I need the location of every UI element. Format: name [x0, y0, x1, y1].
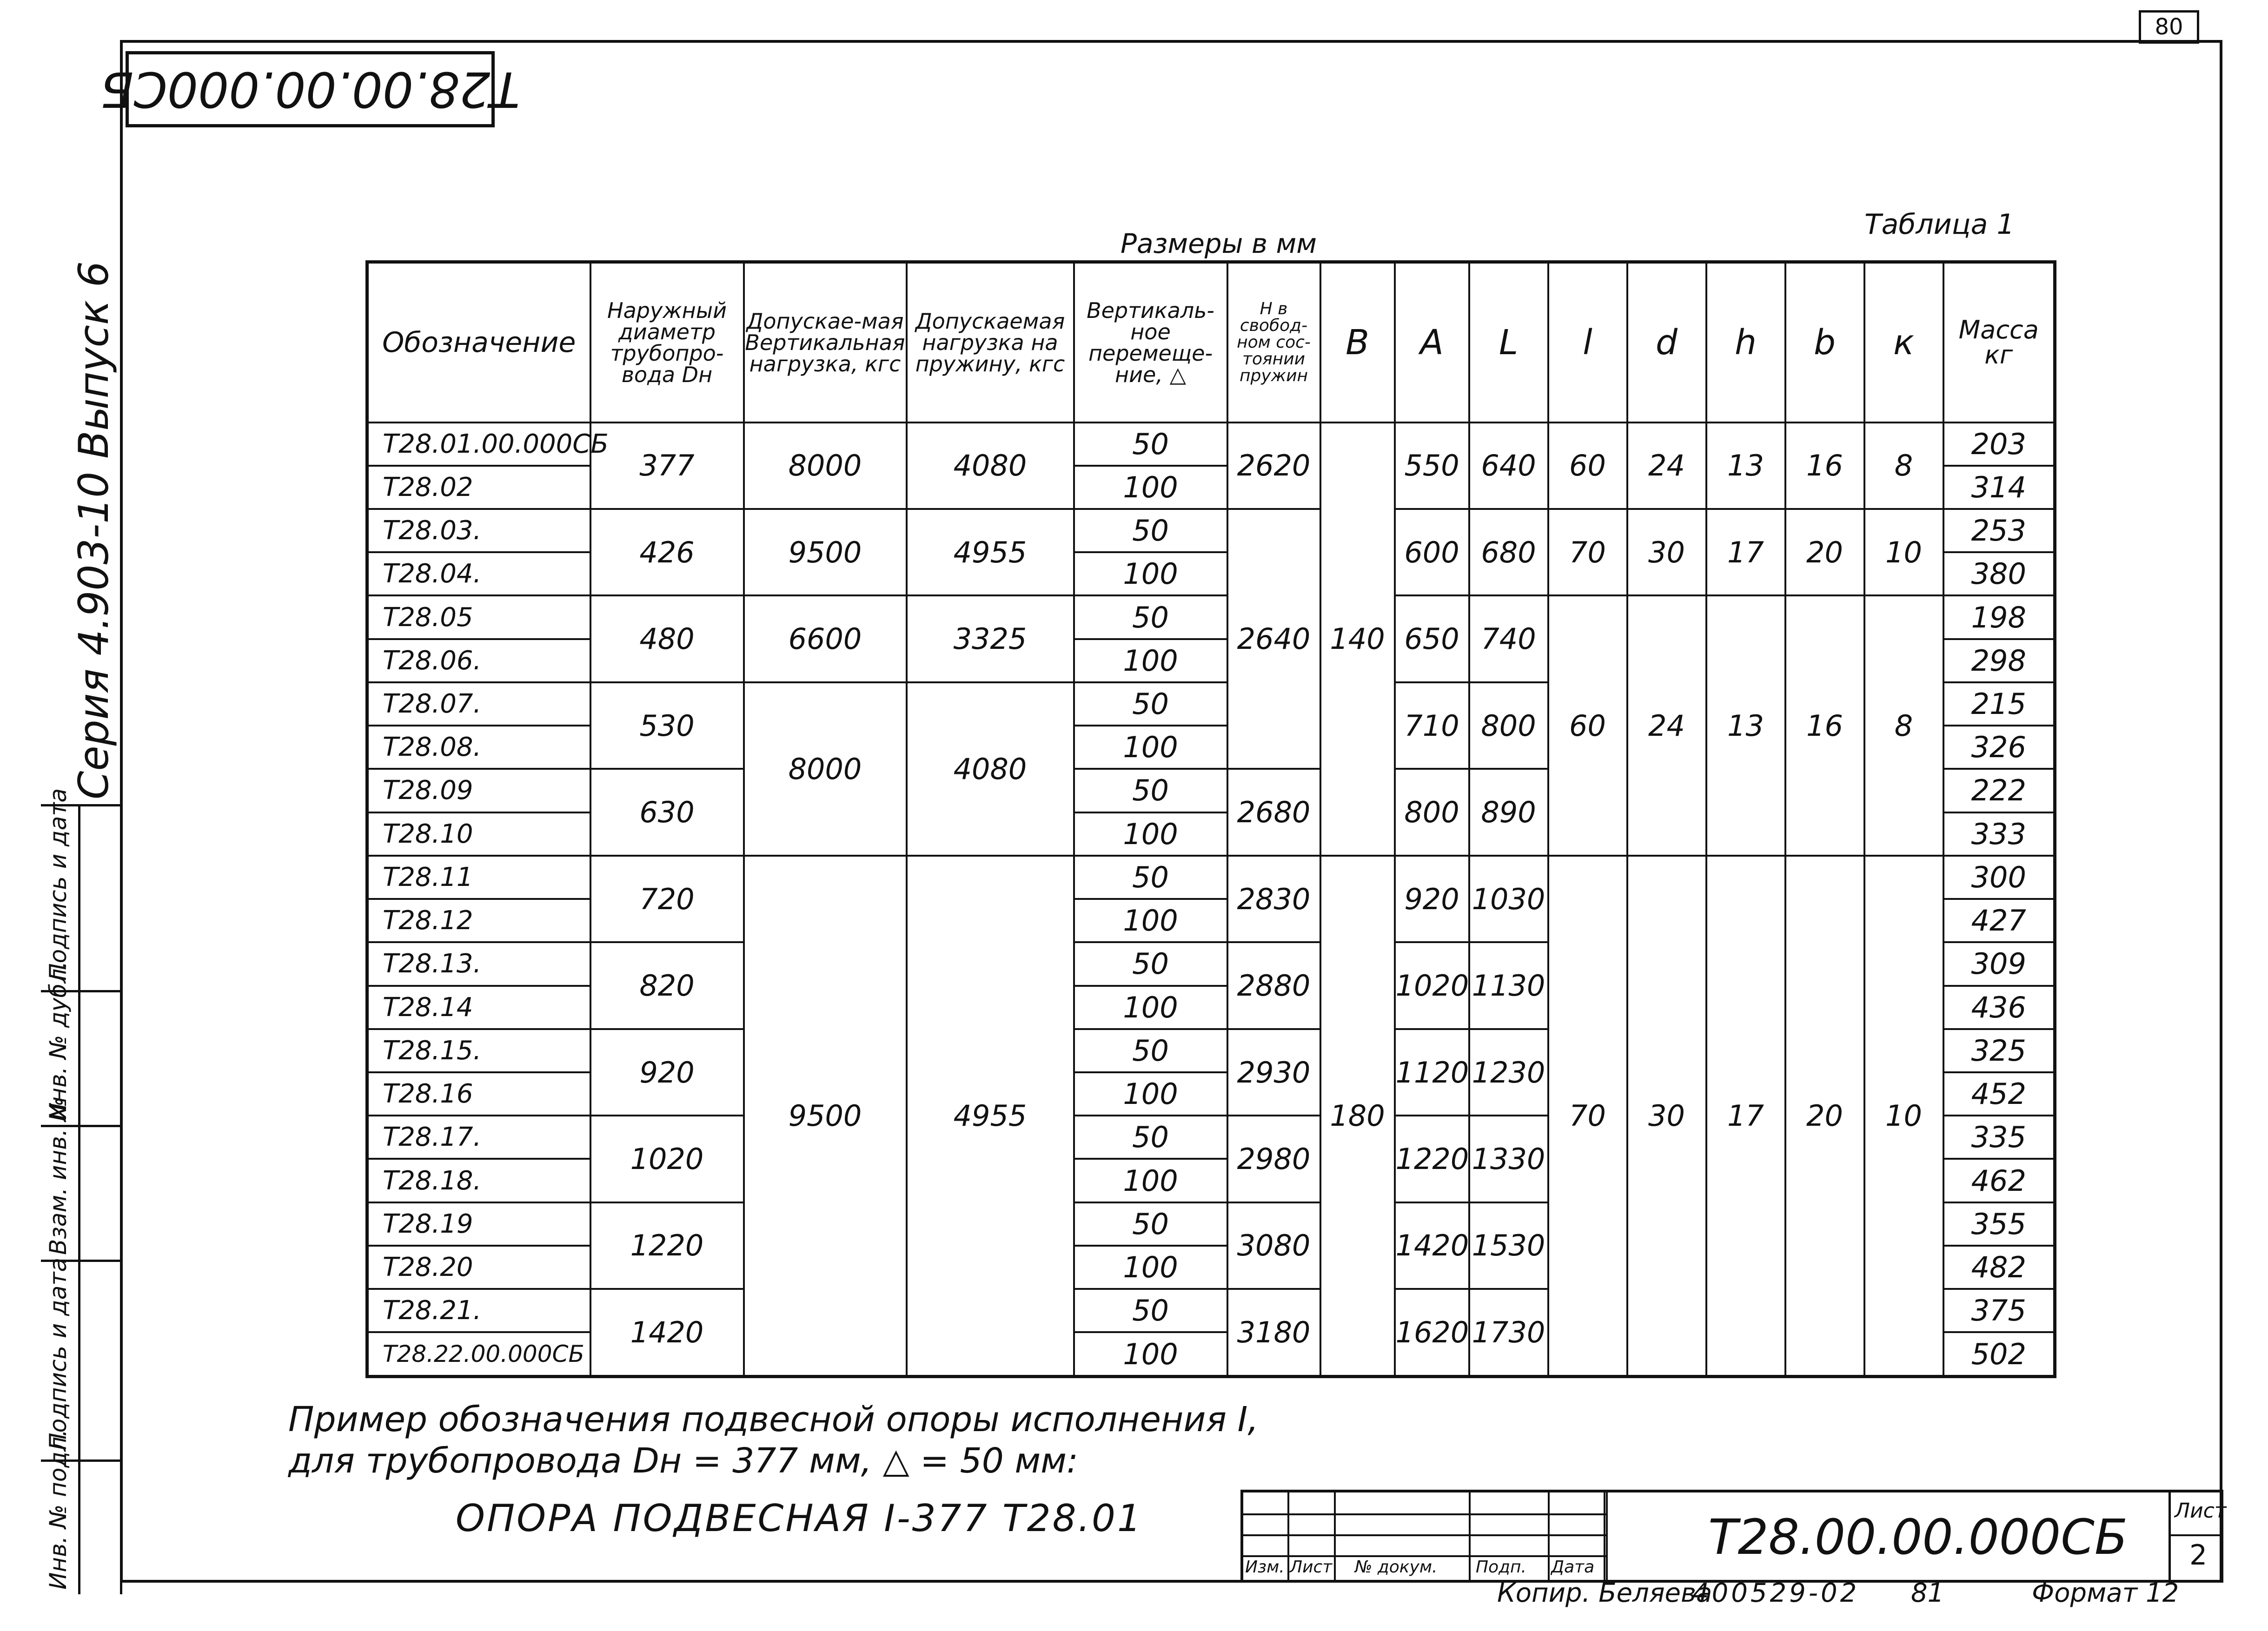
cell-designation: Т28.18.: [367, 1159, 590, 1202]
cell-L: 1530: [1469, 1202, 1548, 1289]
side-label-sign-date-1: Подпись и дата: [45, 788, 72, 981]
cell-dn: 1420: [590, 1289, 744, 1376]
th-mass: Масса кг: [1943, 262, 2055, 423]
cell-b: 16: [1785, 595, 1864, 855]
side-label-sign-date-2: Подпись и дата: [45, 1257, 72, 1450]
cell-travel: 100: [1074, 986, 1227, 1029]
cell-designation: Т28.03.: [367, 509, 590, 552]
cell-L: 1330: [1469, 1116, 1548, 1202]
example-line-1: Пример обозначения подвесной опоры исполнения I,: [288, 1400, 1259, 1440]
table-row: [367, 509, 2055, 552]
tb-vline: [1606, 1492, 1608, 1580]
cell-dn: 530: [590, 682, 744, 769]
cell-l: 70: [1548, 856, 1627, 1377]
cell-H: 3180: [1227, 1289, 1320, 1376]
cell-A: 710: [1395, 682, 1469, 769]
th-d: d: [1627, 262, 1706, 423]
cell-h: 13: [1706, 423, 1785, 509]
document-code: Т28.00.00.000СБ: [1708, 1509, 2128, 1565]
cell-dn: 630: [590, 769, 744, 855]
cell-A: 650: [1395, 595, 1469, 682]
cell-vload: 8000: [744, 682, 907, 856]
cell-mass: 502: [1943, 1332, 2055, 1376]
tb-hline: [1243, 1513, 1606, 1515]
cell-l: 60: [1548, 423, 1627, 509]
table-header-row: [367, 262, 2055, 423]
cell-H: 2930: [1227, 1029, 1320, 1116]
cell-A: 1220: [1395, 1116, 1469, 1202]
cell-L: 890: [1469, 769, 1548, 855]
tb-label-list: Лист: [1290, 1558, 1333, 1577]
cell-mass: 462: [1943, 1159, 2055, 1202]
cell-A: 1120: [1395, 1029, 1469, 1116]
cell-travel: 50: [1074, 423, 1227, 466]
cell-designation: Т28.09: [367, 769, 590, 812]
cell-travel: 50: [1074, 1289, 1227, 1332]
th-vertical-travel: Вертикаль-ное перемеще-ние, △: [1074, 262, 1227, 423]
cell-H: 2620: [1227, 423, 1320, 509]
tb-label-doc: № докум.: [1355, 1558, 1438, 1577]
tb-hline: [1243, 1555, 1606, 1557]
cell-b: 16: [1785, 423, 1864, 509]
cell-designation: Т28.07.: [367, 682, 590, 726]
cell-h: 13: [1706, 595, 1785, 855]
cell-sload: 3325: [907, 595, 1074, 682]
cell-H: 2880: [1227, 942, 1320, 1029]
cell-travel: 50: [1074, 856, 1227, 899]
cell-L: 1030: [1469, 856, 1548, 942]
cell-A: 550: [1395, 423, 1469, 509]
cell-d: 24: [1627, 595, 1706, 855]
cell-A: 1620: [1395, 1289, 1469, 1376]
cell-travel: 50: [1074, 1116, 1227, 1159]
cell-b: 20: [1785, 856, 1864, 1377]
cell-A: 800: [1395, 769, 1469, 855]
cell-mass: 326: [1943, 726, 2055, 769]
cell-travel: 50: [1074, 595, 1227, 639]
cell-travel: 100: [1074, 1332, 1227, 1376]
cell-d: 30: [1627, 856, 1706, 1377]
cell-B: 180: [1320, 856, 1395, 1377]
cell-designation: Т28.10: [367, 812, 590, 856]
cell-L: 800: [1469, 682, 1548, 769]
cell-dn: 377: [590, 423, 744, 509]
cell-L: 1230: [1469, 1029, 1548, 1116]
cell-mass: 355: [1943, 1202, 2055, 1246]
sheet-label: Лист: [2175, 1499, 2227, 1523]
cell-mass: 452: [1943, 1072, 2055, 1116]
th-spring-load: Допускаемая нагрузка на пружину, кгс: [907, 262, 1074, 423]
cell-dn: 820: [590, 942, 744, 1029]
cell-H: 3080: [1227, 1202, 1320, 1289]
rotated-stamp: Т28.00.00.000СБ: [126, 51, 495, 127]
cell-l: 60: [1548, 595, 1627, 855]
cell-designation: Т28.12: [367, 899, 590, 942]
cell-H: 2640: [1227, 509, 1320, 769]
footer-number: 400529-02: [1692, 1578, 1860, 1608]
th-vertical-load: Допускае-мая Вертикальная нагрузка, кгс: [744, 262, 907, 423]
cell-mass: 198: [1943, 595, 2055, 639]
cell-B: 140: [1320, 423, 1395, 856]
tb-label-izm: Изм.: [1245, 1558, 1285, 1577]
cell-k: 10: [1864, 509, 1943, 595]
cell-mass: 482: [1943, 1246, 2055, 1289]
cell-A: 600: [1395, 509, 1469, 595]
cell-h: 17: [1706, 509, 1785, 595]
cell-h: 17: [1706, 856, 1785, 1377]
th-B: B: [1320, 262, 1395, 423]
tb-vline: [1469, 1492, 1471, 1580]
sizes-caption: Размеры в мм: [1121, 228, 1317, 259]
cell-travel: 50: [1074, 682, 1227, 726]
side-label-replace-inv: Взам. инв. №: [45, 1097, 72, 1255]
tb-hline: [1243, 1534, 1606, 1536]
cell-dn: 720: [590, 856, 744, 942]
table-row: [367, 423, 2055, 466]
title-block-grid: [1243, 1492, 1606, 1580]
cell-travel: 50: [1074, 1029, 1227, 1072]
tb-vline: [1604, 1492, 1605, 1580]
cell-L: 640: [1469, 423, 1548, 509]
cell-k: 8: [1864, 423, 1943, 509]
cell-travel: 100: [1074, 466, 1227, 509]
th-L: L: [1469, 262, 1548, 423]
cell-sload: 4955: [907, 509, 1074, 595]
th-b: b: [1785, 262, 1864, 423]
cell-designation: Т28.02: [367, 466, 590, 509]
cell-d: 24: [1627, 423, 1706, 509]
cell-d: 30: [1627, 509, 1706, 595]
cell-travel: 100: [1074, 899, 1227, 942]
cell-designation: Т28.11: [367, 856, 590, 899]
cell-designation: Т28.08.: [367, 726, 590, 769]
side-label-orig-inv: Инв. № подл.: [45, 1429, 72, 1590]
title-block: [1240, 1490, 2227, 1583]
side-label-dup-inv: Инв. № дубл.: [45, 961, 72, 1120]
cell-mass: 222: [1943, 769, 2055, 812]
footer-copied: Копир. Беляева: [1497, 1578, 1712, 1608]
cell-H: 2830: [1227, 856, 1320, 942]
th-free-height: H в свобод-ном сос-тоянии пружин: [1227, 262, 1320, 423]
cell-dn: 1220: [590, 1202, 744, 1289]
cell-designation: Т28.21.: [367, 1289, 590, 1332]
sheet-box-divider: [2171, 1534, 2223, 1536]
cell-travel: 100: [1074, 726, 1227, 769]
example-line-2: для трубопровода Dн = 377 мм, △ = 50 мм:: [288, 1440, 1078, 1481]
th-A: A: [1395, 262, 1469, 423]
cell-mass: 333: [1943, 812, 2055, 856]
tb-label-sign: Подп.: [1476, 1558, 1526, 1577]
cell-travel: 50: [1074, 1202, 1227, 1246]
example-designation: ОПОРА ПОДВЕСНАЯ I-377 Т28.01: [456, 1497, 1143, 1540]
cell-L: 680: [1469, 509, 1548, 595]
cell-L: 740: [1469, 595, 1548, 682]
cell-dn: 426: [590, 509, 744, 595]
table-caption: Таблица 1: [1864, 208, 2015, 241]
cell-L: 1130: [1469, 942, 1548, 1029]
cell-designation: Т28.19: [367, 1202, 590, 1246]
cell-travel: 100: [1074, 639, 1227, 682]
cell-designation: Т28.20: [367, 1246, 590, 1289]
cell-mass: 335: [1943, 1116, 2055, 1159]
cell-designation: Т28.16: [367, 1072, 590, 1116]
cell-vload: 9500: [744, 509, 907, 595]
cell-designation: Т28.01.00.000СБ: [367, 423, 590, 466]
cell-travel: 50: [1074, 942, 1227, 985]
cell-sload: 4080: [907, 682, 1074, 856]
cell-mass: 380: [1943, 552, 2055, 595]
corner-sheet-number: 80: [2139, 10, 2199, 44]
cell-designation: Т28.06.: [367, 639, 590, 682]
cell-travel: 50: [1074, 769, 1227, 812]
cell-travel: 100: [1074, 552, 1227, 595]
cell-b: 20: [1785, 509, 1864, 595]
cell-mass: 375: [1943, 1289, 2055, 1332]
cell-H: 2680: [1227, 769, 1320, 855]
cell-k: 8: [1864, 595, 1943, 855]
example-text: [288, 1399, 1259, 1482]
footer-format: Формат 12: [2032, 1578, 2179, 1608]
cell-travel: 100: [1074, 1159, 1227, 1202]
cell-mass: 309: [1943, 942, 2055, 985]
th-outer-diameter: Наружный диаметр трубопро-вода Dн: [590, 262, 744, 423]
tb-vline: [1287, 1492, 1289, 1580]
cell-designation: Т28.04.: [367, 552, 590, 595]
cell-mass: 253: [1943, 509, 2055, 552]
cell-vload: 8000: [744, 423, 907, 509]
cell-designation: Т28.22.00.000СБ: [367, 1332, 590, 1376]
cell-vload: 9500: [744, 856, 907, 1377]
cell-mass: 300: [1943, 856, 2055, 899]
cell-mass: 436: [1943, 986, 2055, 1029]
cell-dn: 920: [590, 1029, 744, 1116]
cell-designation: Т28.14: [367, 986, 590, 1029]
cell-L: 1730: [1469, 1289, 1548, 1376]
cell-sload: 4080: [907, 423, 1074, 509]
tb-vline: [1334, 1492, 1336, 1580]
cell-dn: 1020: [590, 1116, 744, 1202]
cell-mass: 427: [1943, 899, 2055, 942]
th-h: h: [1706, 262, 1785, 423]
cell-mass: 314: [1943, 466, 2055, 509]
cell-vload: 6600: [744, 595, 907, 682]
cell-H: 2980: [1227, 1116, 1320, 1202]
cell-mass: 203: [1943, 423, 2055, 466]
cell-travel: 100: [1074, 1246, 1227, 1289]
cell-designation: Т28.17.: [367, 1116, 590, 1159]
series-label: Серия 4.903-10 Выпуск 6: [70, 261, 118, 799]
cell-travel: 100: [1074, 1072, 1227, 1116]
cell-designation: Т28.15.: [367, 1029, 590, 1072]
cell-mass: 215: [1943, 682, 2055, 726]
th-designation: Обозначение: [367, 262, 590, 423]
cell-A: 1420: [1395, 1202, 1469, 1289]
cell-travel: 50: [1074, 509, 1227, 552]
cell-sload: 4955: [907, 856, 1074, 1377]
cell-l: 70: [1548, 509, 1627, 595]
footer-n: 81: [1911, 1578, 1944, 1608]
cell-A: 1020: [1395, 942, 1469, 1029]
table-row: [367, 856, 2055, 899]
tb-label-date: Дата: [1551, 1558, 1595, 1577]
cell-A: 920: [1395, 856, 1469, 942]
cell-mass: 298: [1943, 639, 2055, 682]
tb-vline: [1548, 1492, 1550, 1580]
sheet-number: 2: [2189, 1539, 2208, 1572]
cell-designation: Т28.13.: [367, 942, 590, 985]
th-l: l: [1548, 262, 1627, 423]
cell-travel: 100: [1074, 812, 1227, 856]
table-row: [367, 595, 2055, 639]
sheet-box: [2169, 1492, 2227, 1580]
spec-table: [365, 260, 2056, 1378]
cell-k: 10: [1864, 856, 1943, 1377]
cell-dn: 480: [590, 595, 744, 682]
th-k: к: [1864, 262, 1943, 423]
cell-designation: Т28.05: [367, 595, 590, 639]
cell-mass: 325: [1943, 1029, 2055, 1072]
